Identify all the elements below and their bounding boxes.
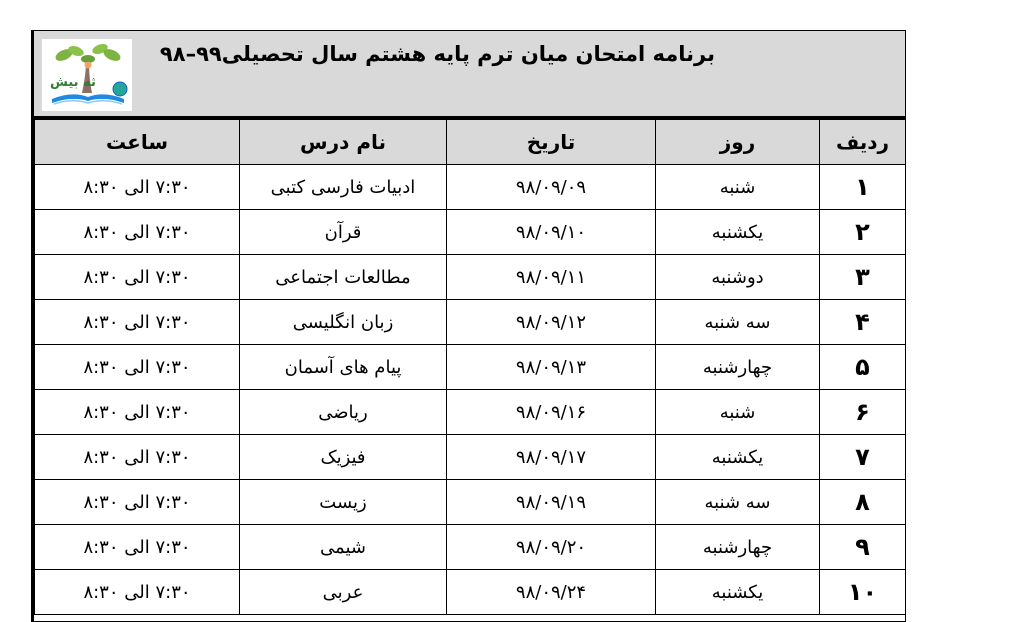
row-day: سه شنبه xyxy=(656,480,820,525)
row-day: سه شنبه xyxy=(656,300,820,345)
header-radif: ردیف xyxy=(820,120,906,165)
header-subject: نام درس xyxy=(240,120,447,165)
row-time: ۷:۳۰ الی ۸:۳۰ xyxy=(35,345,240,390)
row-day: چهارشنبه xyxy=(656,345,820,390)
row-radif: ۳ xyxy=(820,255,906,300)
title-band xyxy=(34,31,905,119)
row-subject: شیمی xyxy=(240,525,447,570)
header-day: روز xyxy=(656,120,820,165)
row-radif: ۵ xyxy=(820,345,906,390)
row-subject: عربی xyxy=(240,570,447,615)
row-time: ۷:۳۰ الی ۸:۳۰ xyxy=(35,165,240,210)
row-radif: ۹ xyxy=(820,525,906,570)
table-row xyxy=(35,255,906,300)
row-subject: پیام های آسمان xyxy=(240,345,447,390)
row-date: ۹۸/۰۹/۲۰ xyxy=(447,525,656,570)
row-day: یکشنبه xyxy=(656,210,820,255)
row-time: ۷:۳۰ الی ۸:۳۰ xyxy=(35,570,240,615)
row-date: ۹۸/۰۹/۱۷ xyxy=(447,435,656,480)
exam-schedule-document xyxy=(31,30,904,617)
row-time: ۷:۳۰ الی ۸:۳۰ xyxy=(35,390,240,435)
table-row xyxy=(35,300,906,345)
row-subject: قرآن xyxy=(240,210,447,255)
row-radif: ۱۰ xyxy=(820,570,906,615)
row-time: ۷:۳۰ الی ۸:۳۰ xyxy=(35,300,240,345)
row-subject: زبان انگلیسی xyxy=(240,300,447,345)
table-row xyxy=(35,165,906,210)
row-day: دوشنبه xyxy=(656,255,820,300)
table-row xyxy=(35,435,906,480)
row-subject: فیزیک xyxy=(240,435,447,480)
row-subject: ریاضی xyxy=(240,390,447,435)
page-title: برنامه امتحان میان ترم پایه هشتم سال تحصیلی۹۹–۹۸ xyxy=(159,42,715,66)
row-date: ۹۸/۰۹/۱۲ xyxy=(447,300,656,345)
row-day: یکشنبه xyxy=(656,570,820,615)
logo-text: ثه بیش xyxy=(50,75,96,90)
row-date: ۹۸/۰۹/۱۱ xyxy=(447,255,656,300)
table-header-row xyxy=(35,120,906,165)
table-row xyxy=(35,525,906,570)
row-date: ۹۸/۰۹/۱۹ xyxy=(447,480,656,525)
header-date: تاریخ xyxy=(447,120,656,165)
row-time: ۷:۳۰ الی ۸:۳۰ xyxy=(35,255,240,300)
row-day: شنبه xyxy=(656,165,820,210)
row-time: ۷:۳۰ الی ۸:۳۰ xyxy=(35,525,240,570)
row-radif: ۲ xyxy=(820,210,906,255)
row-subject: زیست xyxy=(240,480,447,525)
school-logo xyxy=(42,39,132,111)
row-subject: مطالعات اجتماعی xyxy=(240,255,447,300)
header-time: ساعت xyxy=(35,120,240,165)
row-time: ۷:۳۰ الی ۸:۳۰ xyxy=(35,210,240,255)
row-radif: ۶ xyxy=(820,390,906,435)
row-date: ۹۸/۰۹/۰۹ xyxy=(447,165,656,210)
table-row xyxy=(35,210,906,255)
row-date: ۹۸/۰۹/۱۳ xyxy=(447,345,656,390)
row-time: ۷:۳۰ الی ۸:۳۰ xyxy=(35,480,240,525)
row-date: ۹۸/۰۹/۲۴ xyxy=(447,570,656,615)
row-date: ۹۸/۰۹/۱۰ xyxy=(447,210,656,255)
row-day: شنبه xyxy=(656,390,820,435)
row-radif: ۷ xyxy=(820,435,906,480)
row-time: ۷:۳۰ الی ۸:۳۰ xyxy=(35,435,240,480)
row-radif: ۸ xyxy=(820,480,906,525)
row-radif: ۱ xyxy=(820,165,906,210)
table-row xyxy=(35,480,906,525)
row-day: یکشنبه xyxy=(656,435,820,480)
table-row xyxy=(35,390,906,435)
table-row xyxy=(35,570,906,615)
schedule-frame xyxy=(31,30,906,622)
exam-schedule-table xyxy=(34,119,906,615)
row-radif: ۴ xyxy=(820,300,906,345)
row-subject: ادبیات فارسی کتبی xyxy=(240,165,447,210)
table-row xyxy=(35,345,906,390)
row-date: ۹۸/۰۹/۱۶ xyxy=(447,390,656,435)
row-day: چهارشنبه xyxy=(656,525,820,570)
